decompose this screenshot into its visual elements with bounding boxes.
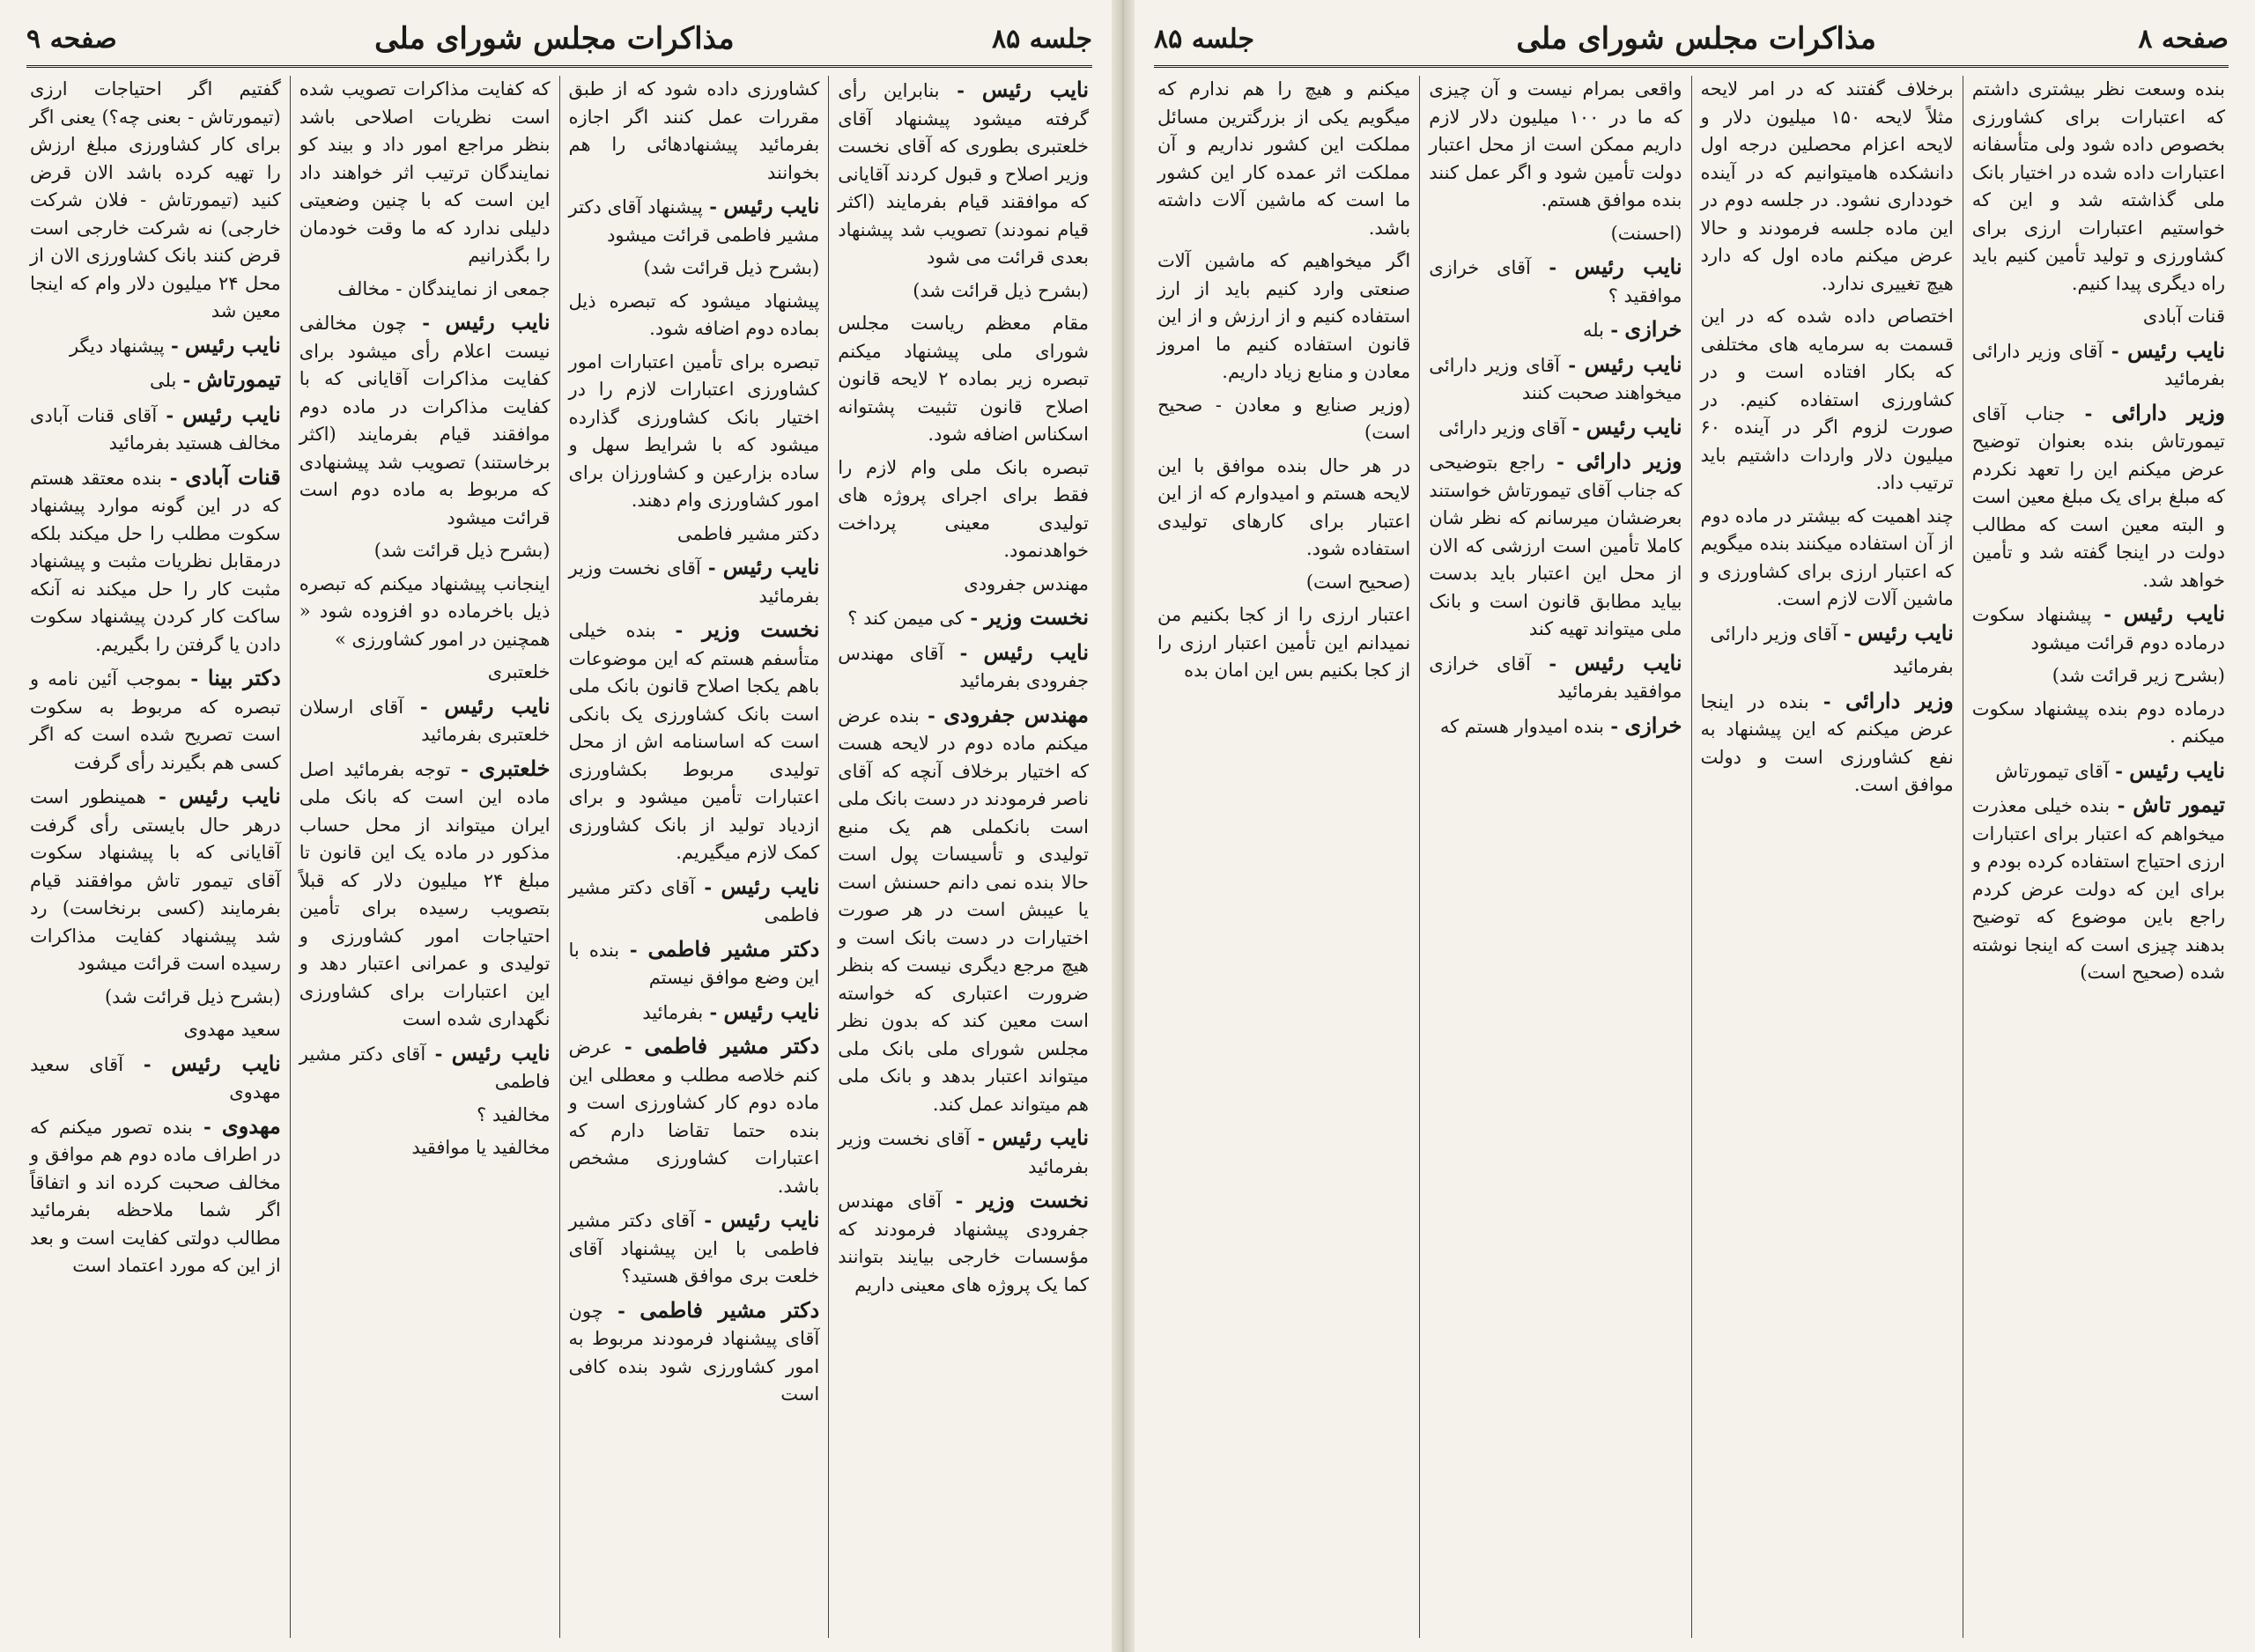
paragraph [838,454,1089,565]
paragraph-text: آقای وزیر دارائی بفرمائید [1971,340,2225,389]
speaker-name: دکتر مشیر فاطمی [647,935,820,962]
text-column [290,76,559,1638]
left-page [0,0,1119,1652]
paragraph-text: (بشرح ذیل قرائت شد) [104,985,281,1007]
speaker-name: نایب رئیس [2127,336,2225,363]
paragraph-text: توجه بفرمائید اصل ماده این است که بانک ملی ایران میتواند از محل حساب مذکور در ماده یک این قانون تا مبلغ ۲۴ میلیون دلار که قبلاً بتصویب رسیده برای تأمین احتیاجات امور کشاورزی و تولیدی و عمرانی اعتبار دهد و این اعتبارات برای کشاورزی نگهداری شده است [299,758,551,1029]
paragraph-text: بموجب آئین نامه و تبصره که مربوط به سکوت است تصریح شده است که اگر کسی هم بگیرند رأی گرفت [30,668,281,773]
paragraph [1157,453,1410,564]
paragraph: وزیر دارائی - راجع بتوضیحی که جناب آقای تیمورتاش خواستند بعرضشان میرسانم که نظر شان کاملا تأمین است ارزشی که الان از محل این اعتبار باید بدست بیاید مطابق قانون است و بانک ملی میتواند تهیه کند [1429,448,1682,639]
paragraph: دکتر مشیر فاطمی - بنده با این وضع موافق نیستم [568,935,820,988]
paragraph-text: آقای دکتر مشیر فاطمی [568,876,820,926]
right-page-header [1154,12,2229,68]
paragraph-text: آقای خرازی موافقید بفرمائید [1429,653,1682,702]
speaker-name: دکتر مشیر فاطمی [644,1033,820,1058]
session-label: جلسه ۸۵ [1154,23,1255,55]
speaker-name: نایب رئیس [171,1050,281,1076]
paragraph: قنات آبادی - بنده معتقد هستم که در این گونه موارد پیشنهاد سکوت مطلب را حل میکند بلکه درمقابل نظریات مثبت و پیشنهاد مثبت کار را حل میکند نه آنکه ساکت کار کردن پیشنهاد سکوت دادن یا گرفتن را بگیریم. [30,463,281,655]
paragraph-text: بنده خیلی متأسفم هستم که این موضوعات باهم یکجا اصلاح قانون بانک ملی است بانک کشاورزی یک بانکی است که اساسنامه اش از محل تولیدی مربوط بکشاورزی اعتبارات تأمین میشود و برای ازدیاد تولید از بانک کشاورزی کمک لازم میگیریم. [568,620,820,863]
paragraph-text: بنده در اینجا عرض میکنم که این پیشنهاد به نفع کشاورزی است و دولت موافق است. [1700,690,1954,795]
paragraph [1157,76,1410,242]
paragraph: نایب رئیس - پیشنهاد دیگر [69,331,281,358]
speaker-name: خرازی [1624,712,1682,738]
paragraph: نایب رئیس - آقای وزیر دارائی [1710,619,1954,645]
paragraph-text: همینطور است درهر حال بایستی رأی گرفت آقایانی که با پیشنهاد سکوت آقای تیمور تاش موافقند قیام بفرمایند (کسی برنخاست) رد شد پیشنهاد کفایت مذاکرات رسیده است قرائت میشود [30,786,281,974]
paragraph-text: چند اهمیت که بیشتر در ماده دوم از آن استفاده میکنند بنده میگویم که اعتبار ارزی برای کشاورزی و ماشین آلات لازم است. [1700,505,1954,609]
paragraph-text: عرض کنم خلاصه مطلب و معطلی این ماده دوم کار کشاورزی است و بنده حتما تقاضا دارم که اعتبارات کشاورزی مشخص باشد. [568,1036,820,1197]
paragraph [569,76,820,187]
paragraph-text: کی میمن کند ؟ [847,608,965,629]
paragraph [1157,601,1410,685]
paragraph [299,571,551,654]
paragraph: خلعتبری - توجه بفرمائید اصل ماده این است که بانک ملی ایران میتواند از محل حساب مذکور در ماده یک این قانون تا مبلغ ۲۴ میلیون دلار که قبلاً بتصویب رسیده برای تأمین احتیاجات امور کشاورزی و تولیدی و عمرانی اعتبار دهد و این اعتبارات برای کشاورزی نگهداری شده است [299,755,551,1029]
paragraph: نایب رئیس - آقای تیمورتاش [1995,756,2225,783]
speaker-name: وزیر دارائی [2111,399,2225,425]
paragraph: نایب رئیس - آقای وزیر دارائی [1438,413,1682,439]
paragraph-text: بلی [150,370,177,391]
paragraph [1972,76,2225,298]
paragraph [299,1102,551,1130]
paragraph [569,349,820,515]
paragraph: نایب رئیس - بنابراین رأی گرفته میشود پیشنهاد آقای خلعتبری بطوری که آقای نخست وزیر اصلاح و قبول کردند آقایانی که موافقند قیام بفرمایند (اکثر قیام نمودند) تصویب شد پیشنهاد بعدی قرائت می شود [838,77,1089,268]
paragraph: نایب رئیس - آقای قنات آبادی مخالف هستید بفرمائید [30,401,281,454]
speaker-name: دکتر بینا [207,665,281,690]
paragraph-text: مخالفید یا موافقید [411,1137,551,1158]
left-page-header [26,12,1092,68]
paragraph-text: که کفایت مذاکرات تصویب شده است نظریات اصلاحی باشد بنظر مراجع امور داد و بیند کو نمایندگان ترتیب اثر خواهند داد این است که با چنین وضعیتی دلیلی ندارد که ما وقت خودمان را بگذرانیم [299,78,551,266]
paragraph-text: بنده امیدوار هستم که [1439,715,1605,737]
paragraph: نایب رئیس - آقای مهندس جفرودی بفرمائید [838,638,1090,691]
paragraph-text: (احسنت) [1610,222,1682,244]
paragraph [838,571,1089,599]
paragraph: نایب رئیس - آقای وزیر دارائی بفرمائید [1971,336,2225,389]
paragraph [1701,653,1954,682]
paragraph-text: سعید مهدوی [183,1019,281,1040]
paragraph [299,1134,551,1162]
paragraph [299,276,551,304]
paragraph: تیمورتاش - بلی [150,366,281,392]
speaker-name: خلعتبری [478,755,551,781]
paragraph-text: آقای ارسلان خلعتبری بفرمائید [299,696,551,745]
paragraph-text: آقای نخست وزیر بفرمائید [568,557,820,607]
paragraph: نایب رئیس - همینطور است درهر حال بایستی رأی گرفت آقایانی که با پیشنهاد سکوت آقای تیمور تاش موافقند قیام بفرمایند (کسی برنخاست) رد شد پیشنهاد کفایت مذاکرات رسیده است قرائت میشود [30,783,281,974]
text-column [21,76,290,1638]
paragraph: تیمور تاش - بنده خیلی معذرت میخواهم که اعتبار برای اعتبارات ارزی احتیاج استفاده کرده بودم و برای این که دولت عرض کردم راجع باین موضوع که توضیح بدهند چیزی است که اینجا نوشته شده (صحیح است) [1971,792,2225,983]
paragraph-text: آقای دکتر مشیر فاطمی با این پیشنهاد آقای خلعت بری موافق هستید؟ [568,1210,820,1287]
speaker-name: نایب رئیس [179,783,281,808]
speaker-name: نایب رئیس [723,998,820,1024]
paragraph [1157,247,1410,387]
speaker-name: تیمورتاش [196,366,281,392]
paragraph-text: مخالفید ؟ [477,1103,551,1125]
paragraph: نایب رئیس - پیشنهاد آقای دکتر مشیر فاطمی قرائت میشود [568,193,820,246]
speaker-name: نایب رئیس [2123,601,2226,626]
speaker-name: نایب رئیس [992,1125,1090,1150]
speaker-name: نخست وزیر [984,604,1089,630]
speaker-name: نایب رئیس [721,873,820,899]
paragraph-text: آقای وزیر دارائی میخواهند صحبت کنند [1429,354,1682,403]
page-title: مذاکرات مجلس شورای ملی [1516,21,1876,56]
paragraph: خرازی - بنده امیدوار هستم که [1439,712,1682,738]
paragraph-text: بفرمائید [1892,656,1954,677]
left-columns [21,76,1098,1638]
paragraph-text: پیشنهاد دیگر [69,335,165,357]
speaker-name: نایب رئیس [445,309,551,335]
speaker-name: مهندس جفرودی [943,701,1089,727]
paragraph [299,76,551,270]
paragraph [1157,569,1410,597]
paragraph [569,254,820,283]
paragraph: نایب رئیس - آقای سعید مهدوی [30,1050,281,1103]
speaker-name: نایب رئیس [444,692,551,719]
paragraph [1429,220,1682,248]
paragraph-text: اگر میخواهیم که ماشین آلات صنعتی وارد کنیم باید از ارز استفاده کنیم و از ارزش و از این قانون استفاده کنیم ما امروز معادن و منابع زیاد داریم. [1157,250,1411,382]
paragraph: مهدوی - بنده تصور میکنم که در اطراف ماده دوم هم موافق و مخالف صحبت کرده اند و اتفاقاً اگر شما ملاحظه بفرمائید مطالب دولتی کفایت است و بعد از این که مورد اعتماد است [30,1112,281,1276]
paragraph [1701,303,1954,498]
paragraph-text: (بشرح ذیل قرائت شد) [373,540,551,561]
paragraph-text: (وزیر صنایع و معادن - صحیح است) [1157,394,1411,443]
paragraph: مهندس جفرودی - بنده عرض میکنم ماده دوم در لایحه هست که اختیار برخلاف آنچه که آقای ناصر فرمودند در دست بانک ملی است بانکملی هم یک منبع تولیدی و تأسیسات پول است حالا بنده نمی دانم حسنش است یا عیبش است در هر صورت اختیارات در دست بانک است و هیچ مرجع دیگری نیست که بنظر ضرورت اعتباری که خواسته است معین کند که بدون نظر مجلس شورای ملی بانک ملی میتواند اعتبار بدهد و بانک ملی هم میتواند عمل کند. [838,701,1089,1115]
paragraph-text: چون مخالفی نیست اعلام رأی میشود برای کفایت مذاکرات آقایانی که با کفایت مذاکرات در ماده دوم موافقند قیام بفرمایند (اکثر برخاستند) تصویب شد پیشنهادی که مربوط به ماده دوم است قرائت میشود [299,313,551,528]
paragraph: نخست وزیر - بنده خیلی متأسفم هستم که این موضوعات باهم یکجا اصلاح قانون بانک ملی است بانک کشاورزی یک بانکی است که اساسنامه اش از محل تولیدی مربوط بکشاورزی اعتبارات تأمین میشود و برای ازدیاد تولید از بانک کشاورزی کمک لازم میگیریم. [568,616,820,863]
paragraph: نایب رئیس - آقای خرازی موافقید بفرمائید [1429,649,1682,702]
paragraph-text: بنده خیلی معذرت میخواهم که اعتبار برای اعتبارات ارزی احتیاج استفاده کرده بودم و برای این که دولت عرض کردم راجع باین موضوع که توضیح بدهند چیزی است که اینجا نوشته شده (صحیح است) [1971,795,2225,983]
paragraph-text: میکنم و هیچ را هم ندارم که میگویم یکی از بزرگترین مسائل مملکت این کشور نداریم و آن مملکت اثر عمده کار این کشور ما است که ماشین آلات داشته باشد. [1157,78,1411,239]
speaker-name: تیمور تاش [2133,792,2225,817]
paragraph-text: درماده دوم بنده پیشنهاد سکوت میکنم . [1971,697,2225,747]
paragraph [1429,76,1682,215]
paragraph-text: راجع بتوضیحی که جناب آقای تیمورتاش خواستند بعرضشان میرسانم که نظر شان کاملا تأمین است ارزشی که الان از محل این اعتبار باید بدست بیاید مطابق قانون است و بانک ملی میتواند تهیه کند [1429,452,1682,639]
paragraph: نایب رئیس - آقای دکتر مشیر فاطمی [299,1039,551,1092]
page-number: صفحه ۹ [26,23,117,55]
session-label: جلسه ۸۵ [991,23,1092,55]
paragraph-text: مقام معظم ریاست مجلس شورای ملی پیشنهاد میکنم تبصره زیر بماده ۲ لایحه قانون اصلاح قانون تثبیت پشتوانه اسکناس اضافه شود. [838,313,1089,445]
paragraph-text: خلعتبری [487,661,551,682]
paragraph-text: پیشنهاد سکوت درماده دوم قرائت میشود [1971,604,2225,653]
paragraph [838,310,1089,449]
page-title: مذاکرات مجلس شورای ملی [374,21,735,56]
paragraph: نایب رئیس - پیشنهاد سکوت درماده دوم قرائت میشود [1971,601,2226,653]
paragraph [30,984,281,1012]
paragraph-text: قنات آبادی [2142,306,2225,327]
paragraph-text: بنده تصور میکنم که در اطراف ماده دوم هم موافق و مخالف صحبت کرده اند و اتفاقاً اگر شما ملاحظه بفرمائید مطالب دولتی کفایت است و بعد از این که مورد اعتماد است [30,1116,281,1276]
paragraph-text: کشاورزی داده شود که از طبق مقررات عمل کنند اگر اجازه بفرمائید پیشنهادهائی را هم بخوانند [568,78,820,183]
paragraph [1701,76,1954,298]
paragraph-text: (بشرح ذیل قرائت شد) [643,257,820,278]
paragraph [1972,303,2225,331]
paragraph-text: واقعی بمرام نیست و آن چیزی که ما در ۱۰۰ میلیون دلار لازم داریم ممکن است از محل اعتبار دولت تأمین شود و اگر عمل کنند بنده موافق هستم. [1429,78,1682,210]
paragraph [1157,392,1410,447]
paragraph: نایب رئیس - آقای وزیر دارائی میخواهند صحبت کنند [1429,350,1682,403]
speaker-name: نایب رئیس [1858,619,1954,645]
paragraph: نایب رئیس - آقای ارسلان خلعتبری بفرمائید [299,692,551,745]
paragraph-text: اینجانب پیشنهاد میکنم که تبصره ذیل باخرماده دو افزوده شود « همچنین در امور کشاورزی » [299,572,551,650]
paragraph: نایب رئیس - آقای نخست وزیر بفرمائید [838,1125,1090,1177]
paragraph-text: اعتبار ارزی را از کجا بکنیم من نمیدانم این تأمین اعتبار ارزی را از کجا بکنیم بس این امان بده [1157,604,1411,681]
right-columns [1149,76,2234,1638]
paragraph-text: پیشنهاد آقای دکتر مشیر فاطمی قرائت میشود [568,196,820,246]
speaker-name: وزیر دارائی [1576,448,1682,474]
paragraph-text: برخلاف گفتند که در امر لایحه مثلاً لایحه ۱۵۰ میلیون دلار و لایحه اعزام محصلین درجه اول دانشکده هامیتوانیم که در آینده خودداری نشود. در جلسه دوم در این ماده جلسه فرمودند و حالا عرض میکنم ماده اول که دارد هیچ تغییری ندارد. [1700,78,1954,294]
paragraph: وزیر دارائی - جناب آقای تیمورتاش بنده بعنوان توضیح عرض میکنم این را تعهد نکردم که مبلغ برای یک مبلغ معین است و البته معین است که مطالب دولت در اینجا گفته شد و تأمین خواهد شد. [1971,399,2225,591]
speaker-name: نایب رئیس [721,1206,820,1232]
paragraph-text: (صحیح است) [1305,571,1411,593]
paragraph: نخست وزیر - کی میمن کند ؟ [847,604,1089,630]
paragraph-text: آقای وزیر دارائی [1710,623,1837,645]
speaker-name: نایب رئیس [1586,413,1682,439]
speaker-name: نایب رئیس [185,331,281,358]
text-column [1419,76,1690,1638]
paragraph-text: پیشنهاد میشود که تبصره ذیل بماده دوم اضافه شود. [568,290,820,339]
speaker-name: مهدوی [221,1112,281,1139]
speaker-name: نایب رئیس [2129,756,2225,783]
paragraph [1972,696,2225,751]
speaker-name: نایب رئیس [451,1039,551,1066]
paragraph [30,76,281,326]
paragraph-text: اختصاص داده شده که در این قسمت به سرمایه های مختلفی که بکار افتاده است و در کشاورزی استفاده کنیم. در صورت لزوم اگر در آینده ۶۰ میلیون دلار واردات داشتیم باید ترتیب داد. [1700,306,1954,493]
paragraph-text: جمعی از نمایندگان - مخالف [337,277,551,299]
paragraph [1972,662,2225,690]
paragraph-text: آقای سعید مهدوی [30,1053,281,1103]
paragraph: دکتر بینا - بموجب آئین نامه و تبصره که مربوط به سکوت است تصریح شده است که اگر کسی هم بگیرند رأی گرفت [30,665,281,773]
paragraph [1701,503,1954,614]
paragraph-text: بنده وسعت نظر بیشتری داشتم که اعتبارات برای کشاورزی بخصوص داده شود ولی متأسفانه اعتبارات داده شده در اختیار بانک ملی گذاشته شد و این که خواستیم اعتبارات ارزی برای کشاورزی و تولید تأمین کنیم باید راه دیگری پیدا کنیم. [1971,78,2225,294]
paragraph: دکتر مشیر فاطمی - عرض کنم خلاصه مطلب و معطلی این ماده دوم کار کشاورزی است و بنده حتما تقاضا دارم که اعتبارات کشاورزی مشخص باشد. [568,1033,820,1197]
paragraph-text: تبصره برای تأمین اعتبارات امور کشاورزی اعتبارات لازم را در اختیار بانک کشاورزی گذارده میشود که با شرایط سهل و ساده بزارعین و کشاورزان برای امور کشاورزی وام دهند. [568,350,820,511]
paragraph [569,520,820,549]
paragraph-text: مهندس جفرودی [964,572,1089,594]
text-column [1691,76,1963,1638]
speaker-name: خرازی [1624,316,1682,342]
paragraph-text: گفتیم اگر احتیاجات ارزی (تیمورتاش - بعنی چه؟) یعنی اگر برای کار کشاورزی مبلغ ارزش را تهیه کرده باشد الان قرض کنید (تیمورتاش - فلان شرکت خارجی) نه شرکت خارجی است قرض کنند بانک کشاورزی الان از محل ۲۴ میلیون دلار وام که اینجا معین شد [30,78,281,321]
text-column [1149,76,1419,1638]
speaker-name: نایب رئیس [981,77,1089,102]
paragraph: خرازی - بله [1582,316,1682,342]
speaker-name: نخست وزیر [977,1187,1090,1213]
speaker-name: نخست وزیر [702,616,820,642]
paragraph-text: در هر حال بنده موافق با این لایحه هستم و امیدوارم که از این اعتبار برای کارهای تولیدی استفاده شود. [1157,454,1411,559]
paragraph-text: دکتر مشیر فاطمی [676,522,820,544]
paragraph-text: آقای تیمورتاش [1995,760,2109,782]
speaker-name: نایب رئیس [723,193,820,218]
right-page [1128,0,2255,1652]
speaker-name: قنات آبادی [185,463,281,490]
paragraph: نایب رئیس - آقای دکتر مشیر فاطمی [568,873,820,926]
paragraph: نایب رئیس - آقای نخست وزیر بفرمائید [568,554,820,607]
speaker-name: نایب رئیس [1574,254,1682,279]
speaker-name: نایب رئیس [1574,649,1682,675]
paragraph [838,277,1089,306]
speaker-name: دکتر مشیر فاطمی [640,1296,820,1323]
paragraph-text: آقای دکتر مشیر فاطمی [299,1043,551,1092]
page-number: صفحه ۸ [2138,23,2229,55]
paragraph [569,288,820,343]
paragraph-text: بله [1582,320,1605,341]
paragraph-text: تبصره بانک ملی وام لازم را فقط برای اجرای پروژه های تولیدی معینی پرداخت خواهدنمود. [838,456,1089,561]
speaker-name: نایب رئیس [983,638,1090,665]
speaker-name: نایب رئیس [722,554,820,579]
paragraph-text: آقای خرازی موافقید ؟ [1429,257,1682,306]
paragraph-text: آقای قنات آبادی مخالف هستید بفرمائید [30,404,281,454]
paragraph-text: آقای مهندس جفرودی پیشنهاد فرمودند که مؤسسات خارجی بیایند بتوانند کما یک پروژه های معینی داریم [838,1191,1089,1295]
speaker-name: وزیر دارائی [1845,687,1954,713]
paragraph-text: آقای وزیر دارائی [1438,417,1566,439]
paragraph-text: (بشرح ذیل قرائت شد) [913,279,1089,301]
paragraph-text: چون آقای پیشنهاد فرمودند مربوط به امور کشاورزی شود بنده کافی است [568,1300,820,1405]
paragraph [299,659,551,687]
paragraph-text: بنده عرض میکنم ماده دوم در لایحه هست که اختیار برخلاف آنچه که آقای ناصر فرمودند در دست بانک ملی است بانکملی هم یک منبع تولیدی و تأسیسات پول است حالا بنده نمی دانم حسنش است یا عیبش است در هر صورت اختیارات در دست بانک است و هیچ مرجع دیگری نیست که بنظر ضرورت اعتباری که خواسته است معین کند که بدون نظر مجلس شورای ملی بانک ملی میتواند اعتبار بدهد و بانک ملی هم میتواند عمل کند. [838,704,1089,1115]
paragraph-text: (بشرح زیر قرائت شد) [2052,665,2225,686]
text-column [1963,76,2234,1638]
speaker-name: نایب رئیس [1584,350,1682,377]
text-column [828,76,1098,1638]
paragraph-text: آقای نخست وزیر بفرمائید [838,1128,1089,1177]
text-column [559,76,829,1638]
paragraph-text: بنابراین رأی گرفته میشود پیشنهاد آقای خلعتبری بطوری که آقای نخست وزیر اصلاح و قبول کردند آقایانی که موافقند قیام بفرمایند (اکثر قیام نمودند) تصویب شد پیشنهاد بعدی قرائت می شود [838,80,1089,268]
paragraph: نایب رئیس - بفرمائید [642,998,820,1024]
paragraph-text: آقای مهندس جفرودی بفرمائید [838,642,1089,691]
paragraph-text: بفرمائید [642,1001,704,1023]
paragraph: نایب رئیس - آقای خرازی موافقید ؟ [1429,254,1682,306]
paragraph: وزیر دارائی - بنده در اینجا عرض میکنم که این پیشنهاد به نفع کشاورزی است و دولت موافق است. [1700,687,1954,795]
paragraph: نایب رئیس - چون مخالفی نیست اعلام رأی میشود برای کفایت مذاکرات آقایانی که با کفایت مذاکرات در ماده دوم موافقند قیام بفرمایند (اکثر برخاستند) تصویب شد پیشنهادی که مربوط به ماده دوم است قرائت میشود [299,309,551,528]
paragraph-text: جناب آقای تیمورتاش بنده بعنوان توضیح عرض میکنم این را تعهد نکردم که مبلغ برای یک مبلغ معین است و البته معین است که مطالب دولت در اینجا گفته شد و تأمین خواهد شد. [1971,402,2225,591]
paragraph: دکتر مشیر فاطمی - چون آقای پیشنهاد فرمودند مربوط به امور کشاورزی شود بنده کافی است [568,1296,820,1405]
paragraph [30,1016,281,1044]
paragraph-text: بنده با این وضع موافق نیستم [568,939,820,988]
paragraph: نخست وزیر - آقای مهندس جفرودی پیشنهاد فرمودند که مؤسسات خارجی بیایند بتوانند کما یک پروژه های معینی داریم [838,1187,1090,1295]
speaker-name: نایب رئیس [182,401,281,427]
paragraph-text: بنده معتقد هستم که در این گونه موارد پیشنهاد سکوت مطلب را حل میکند بلکه درمقابل نظریات مثبت و پیشنهاد مثبت کار را حل میکند نه آنکه ساکت کار کردن پیشنهاد سکوت دادن یا گرفتن را بگیریم. [30,467,281,655]
paragraph [299,537,551,565]
paragraph: نایب رئیس - آقای دکتر مشیر فاطمی با این پیشنهاد آقای خلعت بری موافق هستید؟ [568,1206,820,1287]
